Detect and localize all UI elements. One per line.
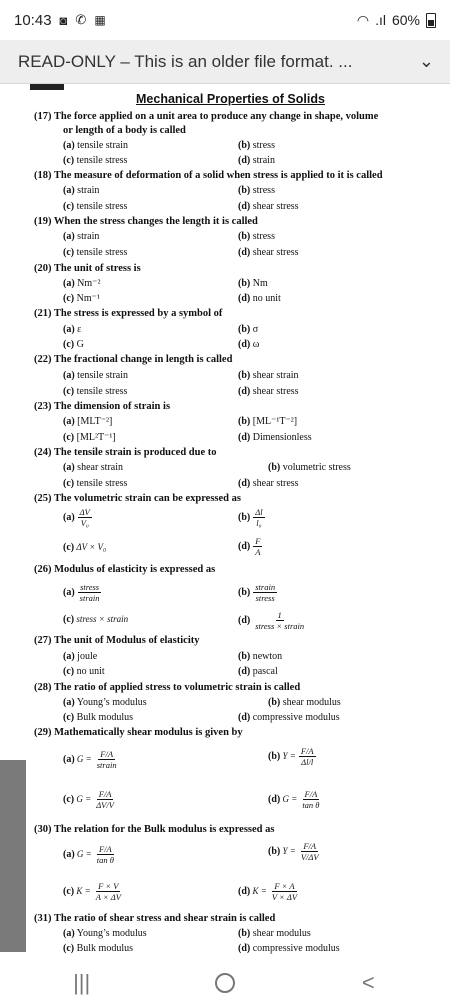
- option-text: joule: [74, 651, 98, 662]
- option-text: [ML⁻¹T⁻²]: [250, 416, 298, 427]
- option-letter: (b): [238, 511, 251, 523]
- numerator: Δl: [255, 507, 263, 517]
- answer-option: [63, 928, 147, 939]
- answer-option: [63, 478, 127, 489]
- answer-option: [238, 293, 281, 304]
- home-button[interactable]: [215, 973, 235, 993]
- answer-option: [63, 231, 99, 242]
- question-text: (26) Modulus of elasticity is expressed as: [34, 564, 216, 575]
- option-text: ω: [250, 339, 260, 350]
- option-letter: (c): [63, 885, 75, 897]
- option-letter: (a): [63, 231, 75, 242]
- option-text: ε: [74, 324, 82, 335]
- answer-option: [63, 386, 127, 397]
- dual-sim-icon: ▦: [94, 13, 106, 27]
- option-letter: (a): [63, 278, 75, 289]
- option-letter: (c): [63, 201, 75, 212]
- phone-icon: ✆: [75, 12, 87, 27]
- answer-option: [63, 339, 84, 350]
- option-text: shear strain: [250, 370, 299, 381]
- option-text: σ: [250, 324, 259, 335]
- option-letter: (d): [238, 614, 251, 626]
- formula-lhs: ΔV × V₀: [74, 542, 107, 552]
- question-text: (29) Mathematically shear modulus is given by: [34, 727, 243, 738]
- answer-option: [63, 247, 127, 258]
- question-text: (30) The relation for the Bulk modulus is expressed as: [34, 824, 275, 835]
- fraction: [300, 789, 321, 810]
- formula-lhs: K =: [250, 885, 267, 896]
- answer-option: [238, 247, 299, 258]
- option-text: Nm⁻²: [74, 278, 101, 289]
- option-text: shear strain: [74, 462, 123, 473]
- denominator: strain: [79, 593, 100, 603]
- answer-option: [238, 386, 299, 397]
- answer-option: [238, 201, 299, 212]
- question-text: (19) When the stress changes the length it is called: [34, 216, 258, 227]
- answer-option: [63, 140, 128, 151]
- option-letter: (c): [63, 666, 75, 677]
- formula-option: [63, 881, 123, 902]
- numerator: F/A: [98, 844, 112, 854]
- option-letter: (d): [238, 386, 251, 397]
- answer-option: [63, 432, 116, 443]
- formula-option: [238, 881, 299, 902]
- fraction: [253, 507, 264, 528]
- option-letter: (a): [63, 511, 75, 523]
- option-letter: (b): [238, 370, 251, 381]
- formula-lhs: G =: [280, 793, 298, 804]
- question-text: (22) The fractional change in length is called: [34, 354, 233, 365]
- option-letter: (d): [238, 293, 251, 304]
- signal-icon: .ıl: [375, 12, 386, 28]
- answer-option: [238, 231, 275, 242]
- option-letter: (d): [238, 540, 251, 552]
- page-heading: Mechanical Properties of Solids: [136, 92, 325, 106]
- option-letter: (d): [238, 247, 251, 258]
- status-bar: [0, 0, 450, 40]
- option-letter: (b): [268, 462, 281, 473]
- answer-option: [238, 666, 278, 677]
- clock: 10:43: [14, 11, 52, 29]
- fraction: [299, 746, 316, 767]
- option-text: compressive modulus: [250, 712, 340, 723]
- option-text: no unit: [74, 666, 105, 677]
- option-text: volumetric stress: [280, 462, 351, 473]
- option-text: tensile strain: [74, 370, 128, 381]
- option-text: shear modulus: [250, 928, 311, 939]
- option-text: Young’s modulus: [74, 697, 147, 708]
- formula-lhs: Y =: [280, 750, 296, 761]
- option-text: shear stress: [250, 478, 299, 489]
- option-letter: (a): [63, 370, 75, 381]
- denominator: tan θ: [302, 800, 320, 810]
- option-letter: (c): [63, 793, 75, 805]
- option-letter: (d): [238, 432, 251, 443]
- option-text: tensile stress: [74, 478, 128, 489]
- denominator: V × ΔV: [271, 892, 298, 902]
- answer-option: [63, 201, 127, 212]
- numerator: ΔV: [79, 507, 90, 517]
- fraction: [270, 881, 299, 902]
- option-letter: (d): [238, 666, 251, 677]
- fraction: [253, 536, 262, 557]
- denominator: A × ΔV: [95, 892, 121, 902]
- back-button[interactable]: <: [361, 970, 375, 995]
- answer-option: [63, 416, 112, 427]
- answer-option: [238, 943, 340, 954]
- denominator: V₀: [80, 518, 89, 528]
- option-text: shear stress: [250, 247, 299, 258]
- answer-option: [238, 140, 275, 151]
- option-letter: (a): [63, 140, 75, 151]
- option-letter: (d): [268, 793, 281, 805]
- denominator: ΔV/V: [96, 800, 114, 810]
- option-letter: (b): [268, 750, 281, 762]
- question-text: or length of a body is called: [63, 125, 186, 136]
- denominator: tan θ: [96, 855, 114, 865]
- option-text: tensile stress: [74, 386, 128, 397]
- option-letter: (d): [238, 201, 251, 212]
- document-view[interactable]: [0, 84, 450, 964]
- option-text: Bulk modulus: [74, 943, 134, 954]
- option-letter: (d): [238, 478, 251, 489]
- option-letter: (a): [63, 651, 75, 662]
- denominator: A: [255, 547, 261, 557]
- option-text: strain: [74, 185, 100, 196]
- option-text: shear stress: [250, 201, 299, 212]
- formula-option: [268, 789, 321, 810]
- scrollbar-thumb[interactable]: [0, 760, 26, 952]
- numerator: F/A: [98, 789, 112, 799]
- question-text: (20) The unit of stress is: [34, 263, 141, 274]
- question-text: (24) The tensile strain is produced due to: [34, 447, 217, 458]
- option-text: [ML²T⁻¹]: [74, 432, 116, 443]
- option-text: Young’s modulus: [74, 928, 147, 939]
- answer-option: [63, 324, 81, 335]
- fraction: [95, 749, 119, 770]
- option-letter: (b): [238, 140, 251, 151]
- answer-option: [238, 712, 340, 723]
- read-only-banner[interactable]: [0, 40, 450, 84]
- answer-option: [63, 666, 105, 677]
- option-letter: (b): [238, 185, 251, 196]
- formula-option: [63, 582, 102, 603]
- option-letter: (a): [63, 324, 75, 335]
- option-text: [MLT⁻²]: [74, 416, 113, 427]
- answer-option: [63, 293, 100, 304]
- denominator: stress: [255, 593, 275, 603]
- option-letter: (a): [63, 185, 75, 196]
- recent-apps-button[interactable]: |||: [73, 970, 91, 995]
- formula-option: [238, 507, 265, 528]
- chevron-down-icon[interactable]: ⌄: [418, 51, 434, 71]
- answer-option: [238, 370, 299, 381]
- formula-option: [63, 542, 106, 553]
- denominator: Δl/l: [301, 757, 314, 767]
- formula-lhs: stress × strain: [74, 614, 129, 624]
- fraction: [78, 507, 92, 528]
- answer-option: [63, 370, 128, 381]
- camera-notification-icon: ◙: [59, 12, 68, 28]
- fraction: [94, 881, 123, 902]
- formula-option: [238, 536, 262, 557]
- option-letter: (b): [238, 324, 251, 335]
- numerator: F/A: [300, 746, 314, 756]
- wifi-icon: ◠: [356, 11, 370, 28]
- formula-option: [238, 582, 277, 603]
- denominator: stress × strain: [255, 621, 305, 631]
- option-text: pascal: [250, 666, 278, 677]
- option-letter: (c): [63, 293, 75, 304]
- numerator: F × A: [274, 881, 295, 891]
- answer-option: [63, 155, 127, 166]
- formula-lhs: K =: [74, 885, 91, 896]
- numerator: 1: [277, 610, 282, 620]
- previous-page-strip: [30, 84, 64, 90]
- answer-option: [238, 278, 268, 289]
- option-text: G: [74, 339, 84, 350]
- answer-option: [238, 155, 275, 166]
- option-letter: (c): [63, 247, 75, 258]
- option-letter: (c): [63, 542, 75, 553]
- fraction: [299, 841, 321, 862]
- fraction: [253, 582, 277, 603]
- option-text: newton: [250, 651, 283, 662]
- question-text: (25) The volumetric strain can be expressed as: [34, 493, 241, 504]
- option-text: stress: [250, 185, 275, 196]
- option-text: tensile stress: [74, 201, 128, 212]
- option-letter: (a): [63, 848, 75, 860]
- question-text: (18) The measure of deformation of a solid when stress is applied to it is called: [34, 170, 383, 181]
- fraction: [253, 610, 306, 631]
- formula-lhs: Y =: [280, 845, 296, 856]
- option-text: Dimensionless: [250, 432, 312, 443]
- formula-option: [63, 507, 92, 528]
- numerator: F/A: [303, 841, 317, 851]
- option-letter: (c): [63, 478, 75, 489]
- answer-option: [238, 651, 282, 662]
- option-text: tensile stress: [74, 155, 128, 166]
- battery-icon: [426, 13, 436, 28]
- option-letter: (a): [63, 416, 75, 427]
- option-letter: (c): [63, 943, 75, 954]
- option-letter: (d): [238, 943, 251, 954]
- option-text: Nm: [250, 278, 268, 289]
- numerator: F/A: [100, 749, 114, 759]
- option-letter: (b): [238, 586, 251, 598]
- option-text: stress: [250, 140, 275, 151]
- option-text: tensile strain: [74, 140, 128, 151]
- denominator: strain: [96, 760, 117, 770]
- option-text: strain: [250, 155, 275, 166]
- option-letter: (d): [238, 155, 251, 166]
- option-letter: (a): [63, 697, 75, 708]
- answer-option: [238, 432, 312, 443]
- option-letter: (b): [268, 845, 281, 857]
- option-letter: (d): [238, 712, 251, 723]
- formula-option: [63, 789, 116, 810]
- answer-option: [268, 697, 341, 708]
- option-letter: (a): [63, 462, 75, 473]
- answer-option: [63, 943, 133, 954]
- question-text: (17) The force applied on a unit area to produce any change in shape, volume: [34, 111, 379, 122]
- option-letter: (a): [63, 928, 75, 939]
- formula-option: [268, 746, 316, 767]
- navigation-bar: [0, 964, 450, 1002]
- numerator: strain: [255, 582, 276, 592]
- formula-option: [63, 749, 119, 770]
- banner-text: READ-ONLY – This is an older file format. ...: [18, 51, 353, 71]
- answer-option: [63, 697, 147, 708]
- formula-option: [63, 844, 116, 865]
- option-letter: (a): [63, 586, 75, 598]
- numerator: F × V: [98, 881, 119, 891]
- denominator: l₀: [256, 518, 262, 528]
- fraction: [95, 844, 116, 865]
- option-text: Nm⁻¹: [74, 293, 100, 304]
- denominator: V/ΔV: [300, 852, 319, 862]
- option-letter: (b): [238, 416, 251, 427]
- battery-level: 60%: [391, 12, 420, 28]
- answer-option: [238, 478, 299, 489]
- option-text: shear modulus: [280, 697, 341, 708]
- option-letter: (b): [238, 231, 251, 242]
- formula-option: [268, 841, 321, 862]
- option-letter: (c): [63, 614, 75, 625]
- option-letter: (c): [63, 432, 75, 443]
- numerator: stress: [80, 582, 100, 592]
- question-text: (21) The stress is expressed by a symbol of: [34, 308, 223, 319]
- option-text: compressive modulus: [250, 943, 340, 954]
- formula-option: [238, 610, 306, 631]
- option-text: strain: [74, 231, 100, 242]
- option-text: tensile stress: [74, 247, 128, 258]
- question-text: (28) The ratio of applied stress to volumetric strain is called: [34, 682, 301, 693]
- option-text: Bulk modulus: [74, 712, 134, 723]
- fraction: [94, 789, 116, 810]
- option-letter: (c): [63, 386, 75, 397]
- formula-lhs: G =: [74, 848, 92, 859]
- option-letter: (b): [238, 928, 251, 939]
- answer-option: [238, 324, 258, 335]
- option-letter: (d): [238, 339, 251, 350]
- fraction: [78, 582, 102, 603]
- option-letter: (c): [63, 712, 75, 723]
- option-text: no unit: [250, 293, 281, 304]
- answer-option: [63, 462, 123, 473]
- option-letter: (d): [238, 885, 251, 897]
- option-letter: (c): [63, 155, 75, 166]
- formula-lhs: G =: [74, 753, 92, 764]
- answer-option: [63, 712, 133, 723]
- question-text: (23) The dimension of strain is: [34, 401, 171, 412]
- option-letter: (b): [238, 651, 251, 662]
- answer-option: [63, 651, 97, 662]
- answer-option: [63, 185, 99, 196]
- answer-option: [238, 416, 297, 427]
- numerator: F: [255, 536, 261, 546]
- question-text: (27) The unit of Modulus of elasticity: [34, 635, 200, 646]
- answer-option: [268, 462, 351, 473]
- answer-option: [238, 928, 311, 939]
- question-text: (31) The ratio of shear stress and shear strain is called: [34, 913, 276, 924]
- option-text: stress: [250, 231, 275, 242]
- option-letter: (c): [63, 339, 75, 350]
- option-letter: (a): [63, 753, 75, 765]
- option-letter: (b): [238, 278, 251, 289]
- numerator: F/A: [304, 789, 318, 799]
- option-letter: (b): [268, 697, 281, 708]
- answer-option: [238, 339, 259, 350]
- answer-option: [63, 278, 100, 289]
- formula-option: [63, 614, 128, 625]
- answer-option: [238, 185, 275, 196]
- formula-lhs: G =: [74, 793, 92, 804]
- option-text: shear stress: [250, 386, 299, 397]
